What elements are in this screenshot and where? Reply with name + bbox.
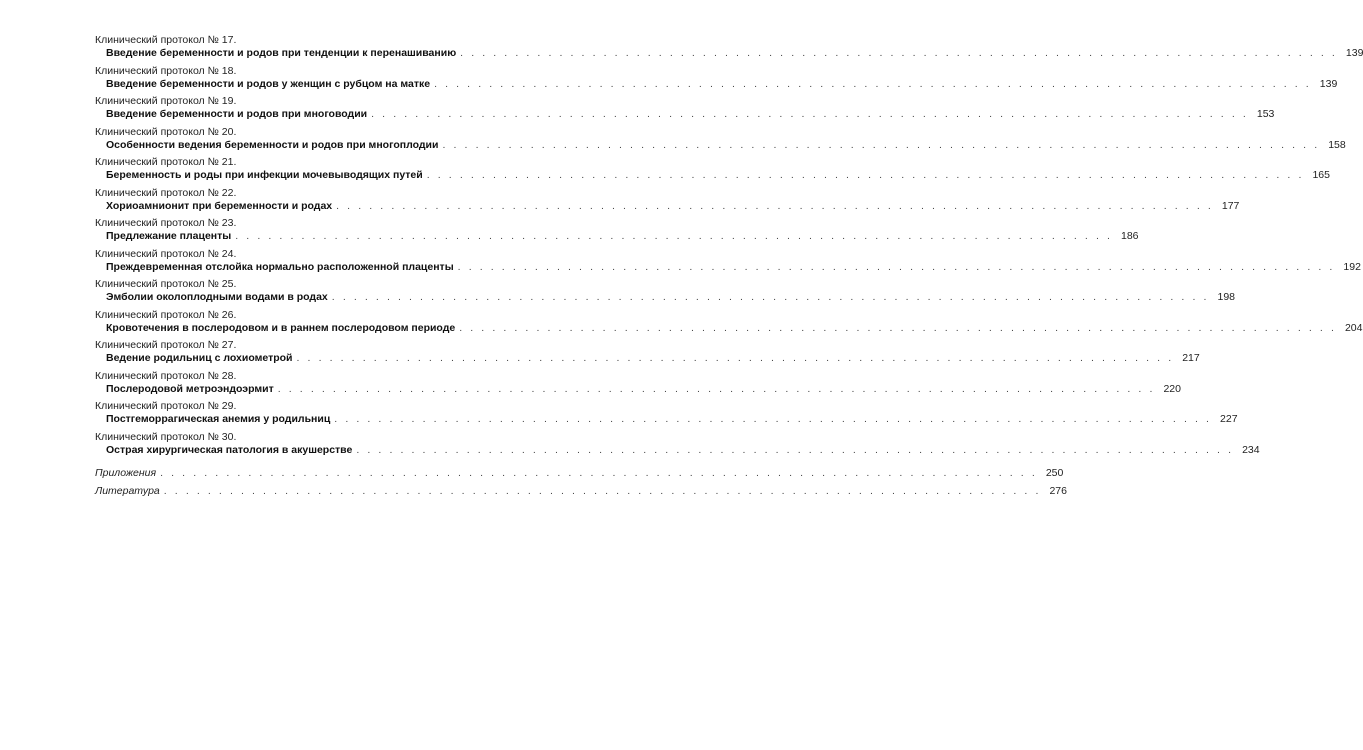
- page-number: 198: [1217, 291, 1236, 303]
- dot-leader: . . . . . . . . . . . . . . . . . . . . . . . . . . . . . . . . . . . . . . . . . . . . . . . . . . . . . . . . . . . . . . . . . . . . . . . . . . . . . . . .: [160, 466, 1038, 479]
- toc-entry-protocol-25: [95, 278, 1236, 304]
- toc-title-row: [106, 108, 1275, 121]
- toc-entry-protocol-24: [95, 247, 1361, 274]
- toc-entry-protocol-29: [95, 400, 1238, 426]
- page-number: 204: [1344, 321, 1363, 334]
- dot-leader: . . . . . . . . . . . . . . . . . . . . . . . . . . . . . . . . . . . . . . . . . . . . . . . . . . . . . . . . . . . . . . . . . . . . . . . . . . . . . . . .: [434, 77, 1312, 90]
- page-number: 153: [1256, 108, 1275, 120]
- page-number: 139: [1345, 47, 1363, 59]
- dot-leader: . . . . . . . . . . . . . . . . . . . . . . . . . . . . . . . . . . . . . . . . . . . . . . . . . . . . . . . . . . . . . . . . . . . . . . . . . . . . . . . .: [426, 169, 1304, 181]
- dot-leader: . . . . . . . . . . . . . . . . . . . . . . . . . . . . . . . . . . . . . . . . . . . . . . . . . . . . . . . . . . . . . . . . . . . . . . . . . . . . . . . .: [442, 138, 1320, 151]
- appendix-title: Литература: [95, 484, 160, 497]
- dot-leader: . . . . . . . . . . . . . . . . . . . . . . . . . . . . . . . . . . . . . . . . . . . . . . . . . . . . . . . . . . . . . . . . . . . . . . . . . . . . . . . .: [336, 199, 1214, 212]
- toc-title-row: [106, 230, 1139, 243]
- page-number: 192: [1343, 260, 1361, 273]
- dot-leader: . . . . . . . . . . . . . . . . . . . . . . . . . . . . . . . . . . . . . . . . . . . . . . . . . . . . . . . . . . . . . . . . . . . . . . . . . . . . . . . .: [457, 260, 1335, 273]
- toc-title-row: [106, 199, 1240, 213]
- protocol-label: Клинический протокол № 17.: [95, 34, 237, 46]
- protocol-label: Клинический протокол № 20.: [95, 125, 237, 138]
- toc-entry-protocol-23: [95, 217, 1139, 243]
- toc-title-row: [106, 413, 1238, 426]
- toc-entry-literature: [95, 484, 1067, 498]
- toc-entry-protocol-19: [95, 95, 1275, 121]
- page-number: 276: [1049, 484, 1067, 497]
- toc-entry-protocol-20: [95, 125, 1346, 152]
- protocol-title: Острая хирургическая патология в акушерстве: [106, 443, 353, 456]
- protocol-label: Клинический протокол № 21.: [95, 156, 237, 168]
- protocol-label: Клинический протокол № 18.: [95, 64, 237, 77]
- toc-title-row: [106, 352, 1200, 365]
- protocol-title: Особенности ведения беременности и родов при многоплодии: [106, 138, 439, 151]
- protocol-title: Хориоамнионит при беременности и родах: [106, 199, 333, 212]
- dot-leader: . . . . . . . . . . . . . . . . . . . . . . . . . . . . . . . . . . . . . . . . . . . . . . . . . . . . . . . . . . . . . . . . . . . . . . . . . . . . . . . .: [296, 352, 1174, 364]
- protocol-title: Преждевременная отслойка нормально расположенной плаценты: [106, 260, 454, 273]
- toc-title-row: [106, 291, 1236, 304]
- toc-title-row: [106, 321, 1363, 335]
- protocol-label: Клинический протокол № 27.: [95, 339, 237, 351]
- page-number: 250: [1045, 466, 1064, 479]
- dot-leader: . . . . . . . . . . . . . . . . . . . . . . . . . . . . . . . . . . . . . . . . . . . . . . . . . . . . . . . . . . . . . . . . . . . . . . . . . . . . . . . .: [460, 47, 1338, 59]
- toc-entry-protocol-26: [95, 308, 1363, 335]
- page-number: 186: [1120, 230, 1139, 242]
- toc-entry-protocol-22: [95, 186, 1240, 213]
- dot-leader: . . . . . . . . . . . . . . . . . . . . . . . . . . . . . . . . . . . . . . . . . . . . . . . . . . . . . . . . . . . . . . . . . . . . . . . . . . . . . . . .: [235, 230, 1113, 242]
- toc-title-row: [106, 169, 1330, 182]
- toc-title-row: [106, 47, 1363, 60]
- toc-entry-protocol-17: [95, 34, 1363, 60]
- dot-leader: . . . . . . . . . . . . . . . . . . . . . . . . . . . . . . . . . . . . . . . . . . . . . . . . . . . . . . . . . . . . . . . . . . . . . . . . . . . . . . . .: [331, 291, 1210, 303]
- toc-entry-protocol-30: [95, 430, 1260, 457]
- protocol-title: Введение беременности и родов при тенденции к перенашиванию: [106, 47, 457, 59]
- protocol-label: Клинический протокол № 28.: [95, 369, 237, 382]
- protocol-title: Постгеморрагическая анемия у родильниц: [106, 413, 331, 425]
- page-number: 177: [1221, 199, 1240, 212]
- protocol-label: Клинический протокол № 22.: [95, 186, 237, 199]
- protocol-title: Эмболии околоплодными водами в родах: [106, 291, 328, 303]
- protocol-label: Клинический протокол № 26.: [95, 308, 237, 321]
- dot-leader: . . . . . . . . . . . . . . . . . . . . . . . . . . . . . . . . . . . . . . . . . . . . . . . . . . . . . . . . . . . . . . . . . . . . . . . . . . . . . . . .: [459, 321, 1337, 334]
- toc-entry-protocol-28: [95, 369, 1181, 396]
- page-number: 227: [1220, 413, 1238, 425]
- table-of-contents: [95, 34, 1363, 503]
- page-number: 139: [1319, 77, 1338, 90]
- protocol-title: Кровотечения в послеродовом и в раннем послеродовом периоде: [106, 321, 456, 334]
- appendix-section: [95, 466, 1067, 498]
- toc-entry-appendices: [95, 466, 1064, 480]
- protocol-title: Послеродовой метроэндоэрмит: [106, 382, 274, 395]
- toc-title-row: [106, 77, 1338, 91]
- dot-leader: . . . . . . . . . . . . . . . . . . . . . . . . . . . . . . . . . . . . . . . . . . . . . . . . . . . . . . . . . . . . . . . . . . . . . . . . . . . . . . . .: [371, 108, 1249, 120]
- dot-leader: . . . . . . . . . . . . . . . . . . . . . . . . . . . . . . . . . . . . . . . . . . . . . . . . . . . . . . . . . . . . . . . . . . . . . . . . . . . . . . . .: [356, 443, 1234, 456]
- toc-entry-protocol-27: [95, 339, 1200, 365]
- protocol-label: Клинический протокол № 30.: [95, 430, 237, 443]
- appendix-title: Приложения: [95, 466, 157, 479]
- page-number: 158: [1328, 138, 1346, 151]
- protocol-label: Клинический протокол № 19.: [95, 95, 237, 107]
- toc-title-row: [106, 138, 1346, 152]
- protocol-title: Беременность и роды при инфекции мочевыводящих путей: [106, 169, 423, 181]
- page-number: 234: [1242, 443, 1260, 456]
- protocol-title: Введение беременности и родов у женщин с рубцом на матке: [106, 77, 431, 90]
- protocol-label: Клинический протокол № 23.: [95, 217, 237, 229]
- toc-title-row: [106, 260, 1361, 274]
- dot-leader: . . . . . . . . . . . . . . . . . . . . . . . . . . . . . . . . . . . . . . . . . . . . . . . . . . . . . . . . . . . . . . . . . . . . . . . . . . . . . . . .: [334, 413, 1212, 425]
- protocol-title: Введение беременности и родов при многоводии: [106, 108, 368, 120]
- protocol-title: Предлежание плаценты: [106, 230, 232, 242]
- dot-leader: . . . . . . . . . . . . . . . . . . . . . . . . . . . . . . . . . . . . . . . . . . . . . . . . . . . . . . . . . . . . . . . . . . . . . . . . . . . . . . . .: [277, 382, 1155, 395]
- page-number: 217: [1182, 352, 1200, 364]
- protocol-title: Ведение родильниц с лохиометрой: [106, 352, 293, 364]
- toc-entry-protocol-18: [95, 64, 1338, 91]
- toc-entry-protocol-21: [95, 156, 1330, 182]
- page-number: 220: [1163, 382, 1181, 395]
- toc-title-row: [106, 382, 1181, 396]
- protocol-label: Клинический протокол № 25.: [95, 278, 237, 290]
- page-number: 165: [1312, 169, 1330, 181]
- toc-title-row: [106, 443, 1260, 457]
- dot-leader: . . . . . . . . . . . . . . . . . . . . . . . . . . . . . . . . . . . . . . . . . . . . . . . . . . . . . . . . . . . . . . . . . . . . . . . . . . . . . . . .: [163, 484, 1041, 497]
- protocol-label: Клинический протокол № 24.: [95, 247, 237, 260]
- protocol-label: Клинический протокол № 29.: [95, 400, 237, 412]
